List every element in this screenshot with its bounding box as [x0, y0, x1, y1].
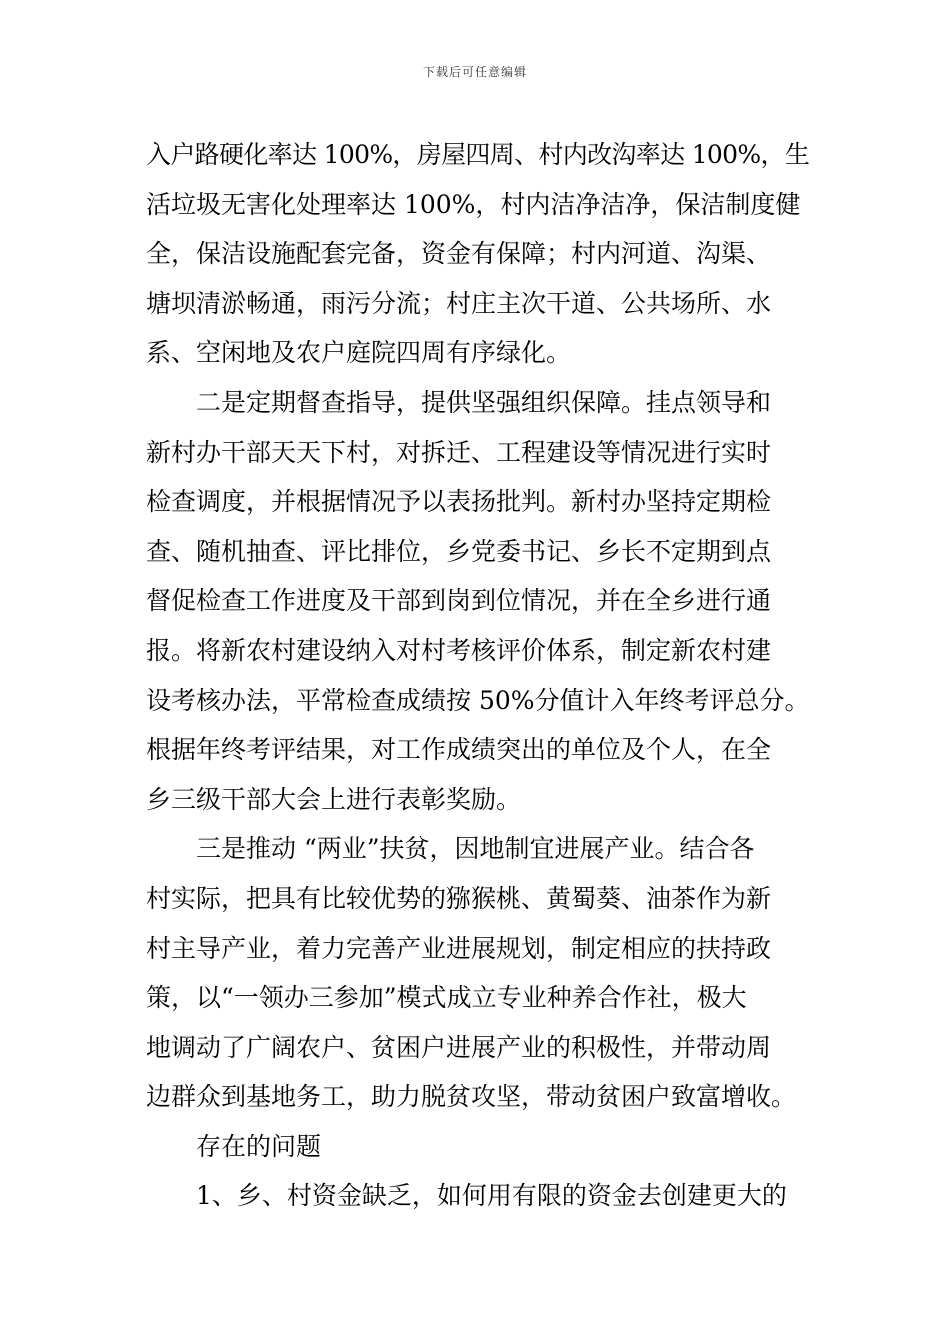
text-line: 新村办干部天天下村，对拆迁、工程建设等情况进行实时 — [146, 437, 772, 467]
text-line: 存在的问题 — [196, 1131, 322, 1161]
text-line: 村主导产业，着力完善产业进展规划，制定相应的扶持政 — [146, 933, 772, 963]
text-line: 塘坝清淤畅通，雨污分流；村庄主次干道、公共场所、水 — [146, 288, 772, 318]
text-line: 三是推动 “两业”扶贫，因地制宜进展产业。结合各 — [196, 834, 755, 864]
text-line: 二是定期督查指导，提供坚强组织保障。挂点领导和 — [196, 387, 772, 417]
header-note: 下载后可任意编辑 — [422, 65, 527, 79]
text-line: 乡三级干部大会上进行表彰奖励。 — [146, 784, 522, 814]
text-line: 活垃圾无害化处理率达 100%，村内洁净洁净，保洁制度健 — [146, 189, 801, 219]
text-line: 地调动了广阔农户、贫困户进展产业的积极性，并带动周 — [146, 1032, 772, 1062]
text-line: 全，保洁设施配套完备，资金有保障；村内河道、沟渠、 — [146, 239, 772, 269]
text-line: 边群众到基地务工，助力脱贫攻坚，带动贫困户致富增收。 — [146, 1082, 797, 1112]
text-line: 查、随机抽查、评比排位，乡党委书记、乡长不定期到点 — [146, 536, 772, 566]
text-line: 检查调度，并根据情况予以表扬批判。新村办坚持定期检 — [146, 487, 772, 517]
text-line: 1、乡、村资金缺乏，如何用有限的资金去创建更大的 — [196, 1181, 787, 1211]
text-line: 系、空闲地及农户庭院四周有序绿化。 — [146, 338, 572, 368]
text-line: 村实际，把具有比较优势的猕猴桃、黄蜀葵、油茶作为新 — [146, 883, 772, 913]
text-line: 策，以“一领办三参加”模式成立专业种养合作社，极大 — [146, 983, 747, 1013]
text-line: 入户路硬化率达 100%，房屋四周、村内改沟率达 100%，生 — [146, 140, 810, 169]
text-line: 报。将新农村建设纳入对村考核评价体系，制定新农村建 — [146, 635, 772, 665]
document-body — [146, 130, 810, 1221]
text-line: 根据年终考评结果，对工作成绩突出的单位及个人，在全 — [146, 735, 772, 765]
text-line: 设考核办法，平常检查成绩按 50%分值计入年终考评总分。 — [146, 685, 810, 715]
text-line: 督促检查工作进度及干部到岗到位情况，并在全乡进行通 — [146, 586, 772, 616]
